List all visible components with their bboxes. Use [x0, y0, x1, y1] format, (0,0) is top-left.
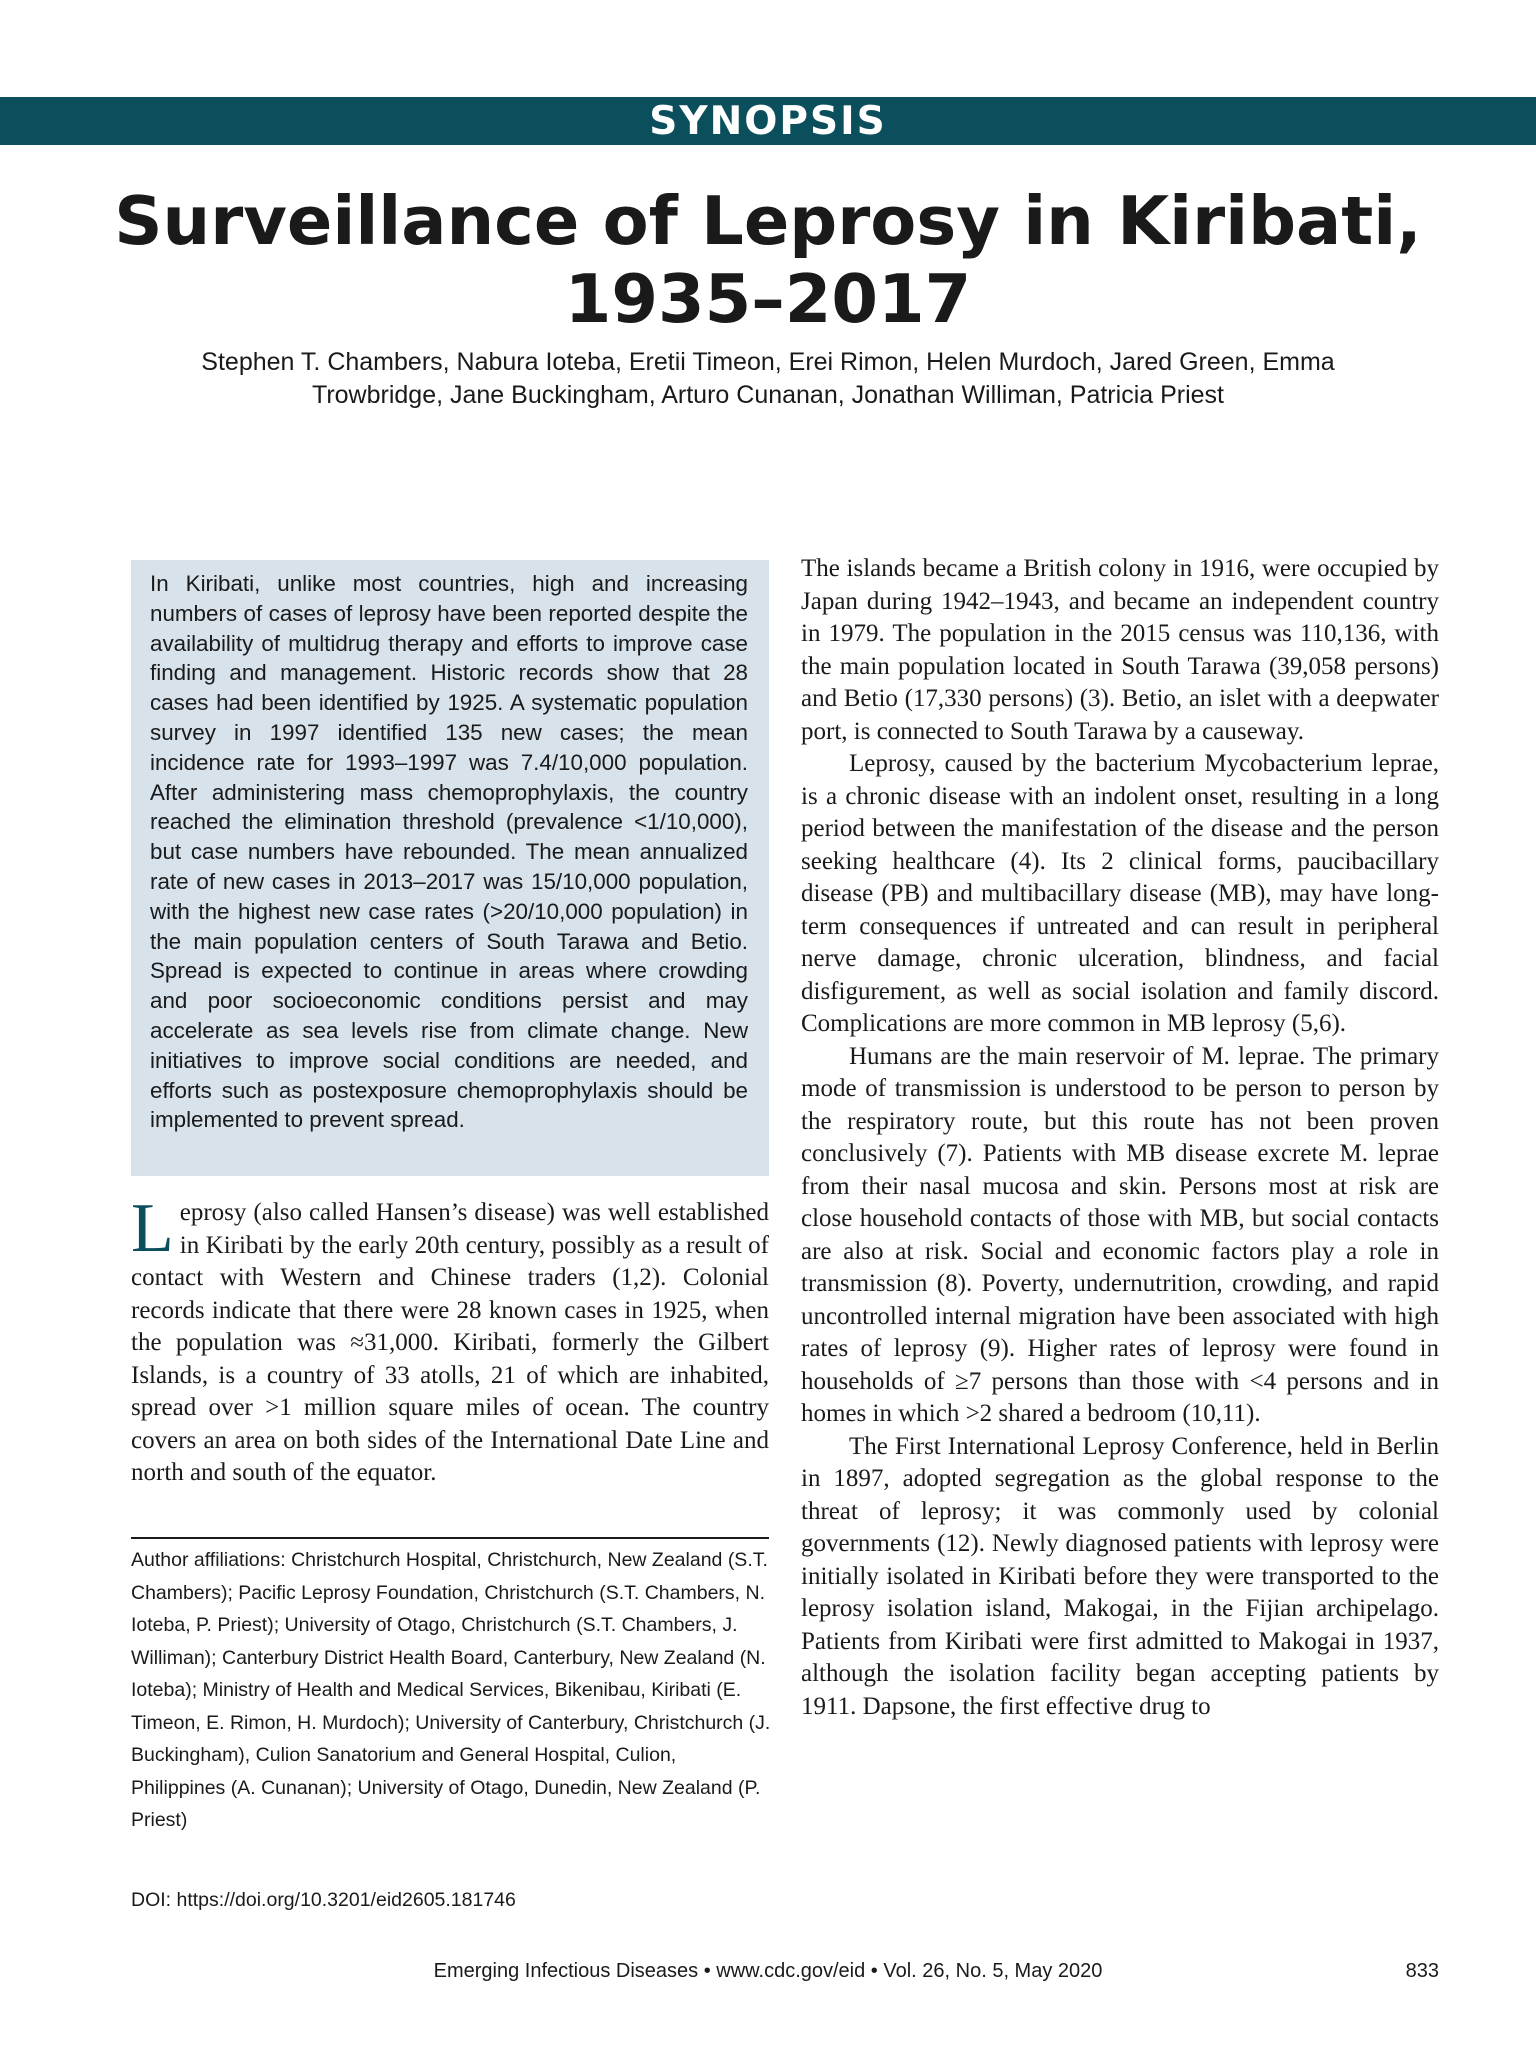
intro-column	[131, 1190, 769, 1490]
body-paragraph: The First International Leprosy Conference, held in Berlin in 1897, adopted segregation as the global response to the threat of leprosy; it was commonly used by colonial governments (12). Newly diagnosed patients with leprosy were initially isolated in Kiribati before they were transported to the leprosy isolation island, Makogai, in the Fijian archipelago. Patients from Kiribati were first admitted to Makogai in 1937, although the isolation facility began accepting patients by 1911. Dapsone, the first effective drug to	[801, 1432, 1439, 1720]
author-affiliations	[131, 1544, 771, 1837]
body-paragraph: Humans are the main reservoir of M. leprae. The primary mode of transmission is understood to be person to person by the respiratory route, but this route has not been proven conclusively (7). Patients with MB disease excrete M. leprae from their nasal mucosa and skin. Persons most at risk are close household contacts of those with MB, but social contacts are also at risk. Social and economic factors play a role in transmission (8). Poverty, undernutrition, crowding, and rapid uncontrolled internal migration have been associated with high rates of leprosy (9). Higher rates of leprosy were found in households of ≥7 persons than those with <4 persons and in homes in which >2 shared a bedroom (10,11).	[801, 1042, 1439, 1427]
body-paragraph: The islands became a British colony in 1916, were occupied by Japan during 1942–1943, and became an independent country in 1979. The population in the 2015 census was 110,136, with the main population located in South Tarawa (39,058 persons) and Betio (17,330 persons) (3). Betio, an islet with a deepwater port, is connected to South Tarawa by a causeway.	[801, 555, 1439, 745]
abstract-box	[131, 560, 769, 1176]
section-label: SYNOPSIS	[649, 98, 887, 144]
affiliations-text: Author affiliations: Christchurch Hospital, Christchurch, New Zealand (S.T. Chambers); Pacific Leprosy Foundation, Christchurch (S.T. Chambers, N. Ioteba, P. Priest); University of Otago, Christchurch (S.T. Chambers, J. Williman); Canterbury District Health Board, Canterbury, New Zealand (N. Ioteba); Ministry of Health and Medical Services, Bikenibau, Kiribati (E. Timeon, E. Rimon, H. Murdoch); University of Canterbury, Christchurch (J. Buckingham), Culion Sanatorium and General Hospital, Culion, Philippines (A. Cunanan); University of Otago, Dunedin, New Zealand (P. Priest)	[131, 1549, 771, 1831]
section-banner	[0, 97, 1536, 145]
doi-link[interactable]: DOI: https://doi.org/10.3201/eid2605.181746	[131, 1889, 516, 1911]
page-footer	[0, 1955, 1536, 1987]
body-column	[801, 553, 1439, 1723]
page-number: 833	[1405, 1960, 1439, 1982]
intro-text: eprosy (also called Hansen’s disease) was well established in Kiribati by the early 20th century, possibly as a result of contact with Western and Chinese traders (1,2). Colonial records indicate that there were 28 known cases in 1925, when the population was ≈31,000. Kiribati, formerly the Gilbert Islands, is a country of 33 atolls, 21 of which are inhabited, spread over >1 million square miles of ocean. The country covers an area on both sides of the International Date Line and north and south of the equator.	[131, 1199, 769, 1486]
intro-paragraph	[131, 1190, 769, 1490]
article-title: Surveillance of Leprosy in Kiribati, 1935–2017	[114, 182, 1422, 338]
drop-cap: L	[131, 1190, 174, 1267]
abstract-text: In Kiribati, unlike most countries, high and increasing numbers of cases of leprosy have been reported despite the availability of multidrug therapy and efforts to improve case finding and management. Historic records show that 28 cases had been identified by 1925. A systematic population survey in 1997 identified 135 new cases; the mean incidence rate for 1993–1997 was 7.4/10,000 population. After administering mass chemoprophylaxis, the country reached the elimination threshold (prevalence <1/10,000), but case numbers have rebounded. The mean annualized rate of new cases in 2013–2017 was 15/10,000 population, with the highest new case rates (>20/10,000 population) in the main population centers of South Tarawa and Betio. Spread is expected to continue in areas where crowding and poor socioeconomic conditions persist and may accelerate as sea levels rise from climate change. New initiatives to improve social conditions are needed, and efforts such as postexposure chemoprophylaxis should be implemented to prevent spread.	[150, 571, 748, 1133]
author-list: Stephen T. Chambers, Nabura Ioteba, Eretii Timeon, Erei Rimon, Helen Murdoch, Jared Green, Emma Trowbridge, Jane Buckingham, Arturo Cunanan, Jonathan Williman, Patricia Priest	[201, 348, 1335, 409]
affiliation-divider	[131, 1537, 769, 1539]
body-paragraph: Leprosy, caused by the bacterium Mycobacterium leprae, is a chronic disease with an indolent onset, resulting in a long period between the manifestation of the disease and the person seeking healthcare (4). Its 2 clinical forms, paucibacillary disease (PB) and multibacillary disease (MB), may have long-term consequences if untreated and can result in peripheral nerve damage, chronic ulceration, blindness, and facial disfigurement, as well as social isolation and family discord. Complications are more common in MB leprosy (5,6).	[801, 750, 1439, 1037]
journal-citation: Emerging Infectious Diseases • www.cdc.gov/eid • Vol. 26, No. 5, May 2020	[433, 1960, 1103, 1982]
